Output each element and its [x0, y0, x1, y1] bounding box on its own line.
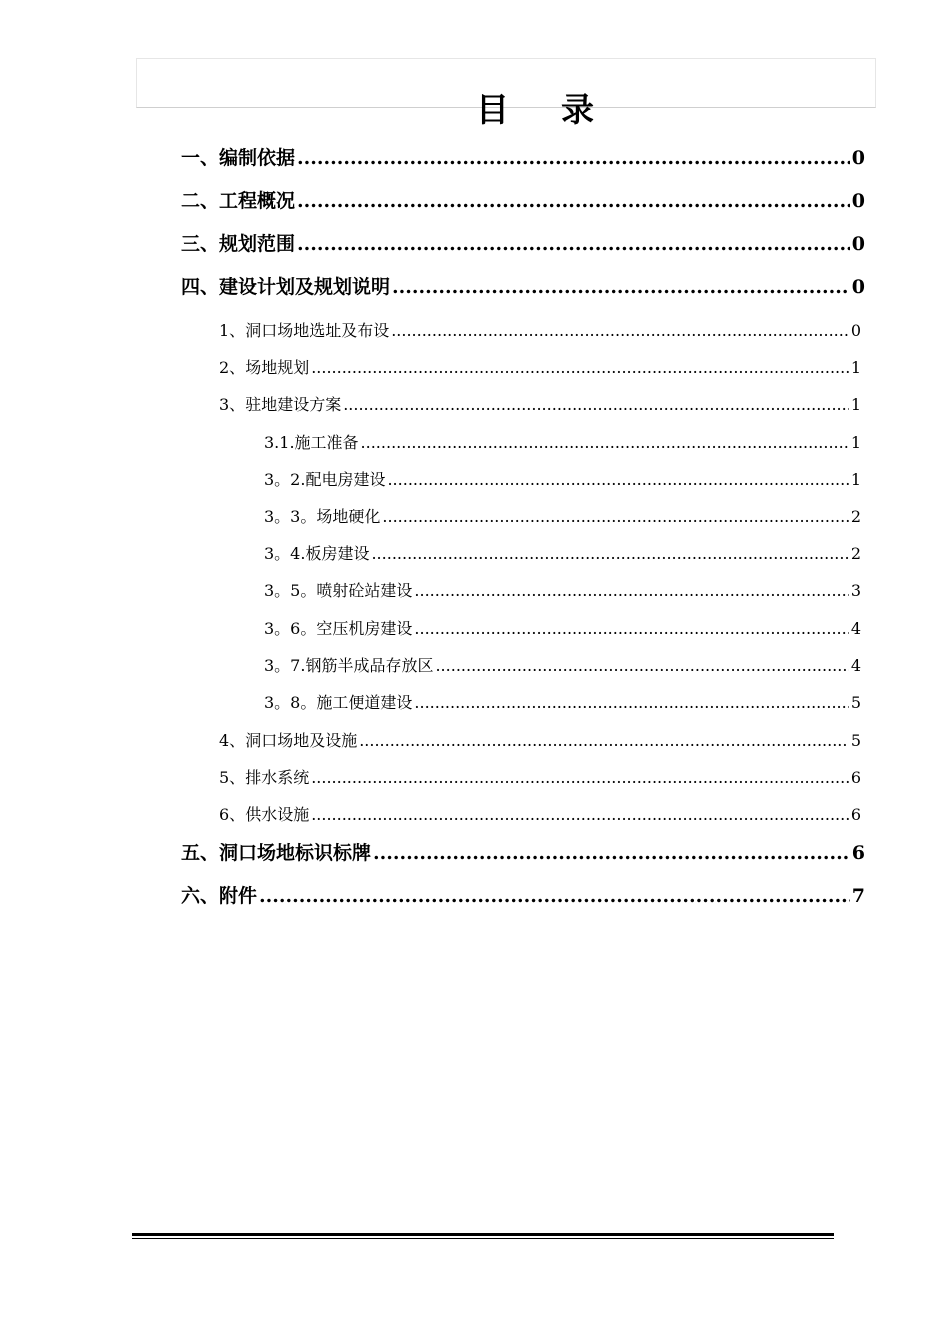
toc-entry-label: 规划范围	[219, 233, 296, 255]
toc-entry[interactable]	[264, 430, 861, 452]
toc-entry[interactable]	[181, 838, 865, 864]
toc-leader-dots	[359, 731, 849, 750]
toc-entry-label: 配电房建设	[305, 470, 386, 489]
toc-entry-label: 场地规划	[245, 358, 310, 377]
toc-entry-number: 5、	[219, 768, 246, 787]
toc-entry-number: 三、	[181, 233, 220, 255]
toc-entry-page: 0	[851, 147, 865, 169]
toc-entry[interactable]	[181, 881, 865, 907]
toc-leader-dots	[343, 395, 849, 414]
toc-entry-page: 0	[851, 276, 865, 298]
toc-entry-page: 5	[850, 693, 861, 712]
toc-entry-number: 3。6。	[264, 619, 317, 638]
toc-leader-dots	[387, 470, 848, 489]
toc-entry-page: 6	[851, 842, 865, 864]
toc-entry-page: 1	[850, 470, 861, 489]
toc-entry-number: 1、	[219, 321, 246, 340]
toc-entry-page: 1	[850, 395, 861, 414]
toc-entry-label: 附件	[219, 885, 258, 907]
toc-entry[interactable]	[219, 765, 861, 787]
toc-entry-label: 排水系统	[245, 768, 310, 787]
toc-entry[interactable]	[264, 541, 861, 563]
toc-entry[interactable]	[181, 143, 865, 169]
toc-leader-dots	[373, 842, 850, 864]
toc-entry[interactable]	[181, 272, 865, 298]
toc-entry-label: 钢筋半成品存放区	[305, 656, 434, 675]
toc-entry-number: 一、	[181, 147, 220, 169]
toc-entry-label: 施工便道建设	[316, 693, 413, 712]
toc-entry-label: 空压机房建设	[316, 619, 413, 638]
toc-entry-label: 驻地建设方案	[245, 395, 342, 414]
toc-entry-number: 3。3。	[264, 507, 317, 526]
toc-entry-number: 3。8。	[264, 693, 317, 712]
toc-entry-page: 6	[850, 805, 861, 824]
toc-entry-label: 板房建设	[305, 544, 370, 563]
toc-entry-page: 4	[850, 656, 861, 675]
toc-entry-page: 7	[851, 885, 865, 907]
title-char-right: 录	[561, 90, 594, 129]
toc-entry-page: 6	[850, 768, 861, 787]
toc-entry-label: 供水设施	[245, 805, 310, 824]
toc-entry-number: 3。5。	[264, 581, 317, 600]
toc-entry[interactable]	[219, 392, 861, 414]
toc-entry-number: 2、	[219, 358, 246, 377]
toc-entry[interactable]	[181, 186, 865, 212]
toc-entry-page: 4	[850, 619, 861, 638]
toc-entry-page: 1	[850, 358, 861, 377]
toc-entry-number: 6、	[219, 805, 246, 824]
toc-leader-dots	[259, 885, 850, 907]
toc-entry-number: 4、	[219, 731, 246, 750]
toc-leader-dots	[297, 233, 850, 255]
toc-entry-number: 3.1.	[264, 433, 295, 452]
toc-leader-dots	[297, 190, 850, 212]
toc-leader-dots	[311, 358, 849, 377]
toc-entry[interactable]	[219, 318, 861, 340]
toc-entry-label: 喷射砼站建设	[316, 581, 413, 600]
toc-entry-number: 3。7.	[264, 656, 306, 675]
footer-rule-thin	[132, 1238, 834, 1239]
toc-entry-page: 5	[850, 731, 861, 750]
toc-entry[interactable]	[264, 653, 861, 675]
toc-entry-number: 3、	[219, 395, 246, 414]
footer-rule-thick	[132, 1233, 834, 1236]
toc-entry-label: 编制依据	[219, 147, 296, 169]
toc-entry-number: 五、	[181, 842, 220, 864]
toc-entry-label: 场地硬化	[316, 507, 381, 526]
toc-leader-dots	[414, 581, 848, 600]
toc-entry[interactable]	[264, 504, 861, 526]
toc-leader-dots	[382, 507, 848, 526]
toc-entry[interactable]	[264, 578, 861, 600]
toc-leader-dots	[391, 321, 849, 340]
toc-entry-page: 1	[850, 433, 861, 452]
toc-entry[interactable]	[264, 690, 861, 712]
toc-leader-dots	[311, 768, 849, 787]
toc-leader-dots	[392, 276, 850, 298]
toc-entry[interactable]	[264, 467, 861, 489]
toc-entry[interactable]	[181, 229, 865, 255]
toc-entry-page: 2	[850, 507, 861, 526]
toc-leader-dots	[361, 433, 849, 452]
toc-leader-dots	[311, 805, 849, 824]
toc-entry-number: 四、	[181, 276, 220, 298]
title-char-left: 目	[476, 90, 509, 129]
toc-entry-page: 3	[850, 581, 861, 600]
toc-entry-label: 洞口场地标识标牌	[219, 842, 372, 864]
toc-entry-number: 3。2.	[264, 470, 306, 489]
toc-entry[interactable]	[219, 802, 861, 824]
toc-entry-label: 洞口场地选址及布设	[245, 321, 390, 340]
toc-entry[interactable]	[219, 728, 861, 750]
toc-entry-page: 0	[851, 233, 865, 255]
toc-entry-label: 建设计划及规划说明	[219, 276, 391, 298]
toc-leader-dots	[371, 544, 848, 563]
toc-entry-label: 工程概况	[219, 190, 296, 212]
toc-entry-label: 洞口场地及设施	[245, 731, 358, 750]
toc-entry-number: 3。4.	[264, 544, 306, 563]
toc-entry-number: 二、	[181, 190, 220, 212]
toc-leader-dots	[297, 147, 850, 169]
toc-leader-dots	[414, 693, 848, 712]
toc-leader-dots	[435, 656, 848, 675]
toc-entry-number: 六、	[181, 885, 220, 907]
toc-entry-page: 0	[851, 190, 865, 212]
toc-entry-page: 0	[850, 321, 861, 340]
toc-entry-page: 2	[850, 544, 861, 563]
toc-entry[interactable]	[264, 616, 861, 638]
toc-leader-dots	[414, 619, 848, 638]
toc-entry[interactable]	[219, 355, 861, 377]
toc-entry-label: 施工准备	[294, 433, 359, 452]
